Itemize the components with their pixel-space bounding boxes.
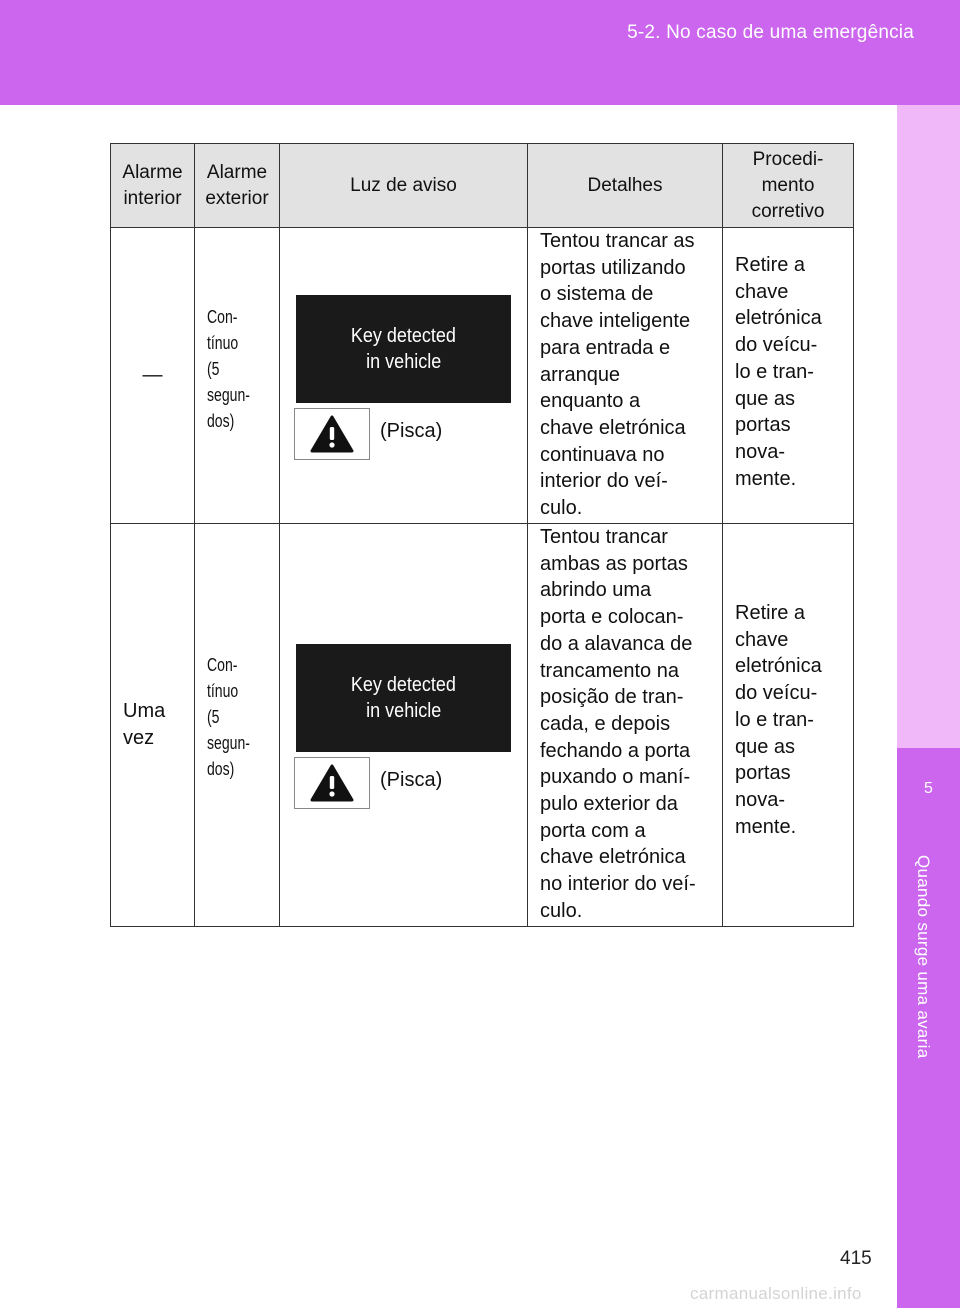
warning-light-cell [280, 228, 528, 524]
header-details: Detalhes [528, 144, 723, 228]
blink-label: (Pisca) [380, 420, 443, 442]
header-warning-light: Luz de aviso [280, 144, 528, 228]
details-cell: Tentou trancar ambas as portas abrindo uma porta e colocan- do a alavanca de trancamento na posição de tran- cada, e depois fechando a porta puxando o maní- pulo exterior da porta com a chave eletrónica no interior do veí- culo. [528, 524, 723, 927]
header-interior-alarm: Alarme interior [111, 144, 195, 228]
corrective-cell: Retire a chave eletrónica do veícu- lo e tran- que as portas nova- mente. [723, 228, 854, 524]
exterior-alarm-cell [195, 228, 280, 524]
warning-triangle-icon [294, 408, 370, 460]
warning-table [110, 143, 854, 927]
page-number: 415 [840, 1248, 872, 1269]
watermark: carmanualsonline.info [690, 1284, 862, 1303]
key-detected-display: Key detected in vehicle [296, 644, 511, 752]
chapter-number: 5 [924, 780, 933, 797]
key-detected-display: Key detected in vehicle [296, 295, 511, 403]
corrective-cell: Retire a chave eletrónica do veícu- lo e tran- que as portas nova- mente. [723, 524, 854, 927]
header-band [0, 0, 960, 105]
blink-label: (Pisca) [380, 769, 443, 791]
table-header-row [111, 144, 854, 228]
header-corrective-procedure: Procedi- mento corretivo [723, 144, 854, 228]
chapter-title: Quando surge uma avaria [914, 855, 933, 1059]
table-row [111, 228, 854, 524]
header-exterior-alarm: Alarme exterior [195, 144, 280, 228]
warning-triangle-icon [294, 757, 370, 809]
interior-alarm-cell: Uma vez [111, 524, 195, 927]
table-row [111, 524, 854, 927]
section-title: 5-2. No caso de uma emergência [627, 22, 914, 43]
exterior-alarm-cell [195, 524, 280, 927]
details-cell: Tentou trancar as portas utilizando o sistema de chave inteligente para entrada e arranque enquanto a chave eletrónica continuava no interior do veí- culo. [528, 228, 723, 524]
exterior-alarm-value: Con- tínuo (5 segun- dos) [207, 307, 250, 431]
interior-alarm-cell [111, 228, 195, 524]
warning-light-cell [280, 524, 528, 927]
interior-alarm-value: — [142, 364, 163, 386]
exterior-alarm-value: Con- tínuo (5 segun- dos) [207, 655, 250, 779]
